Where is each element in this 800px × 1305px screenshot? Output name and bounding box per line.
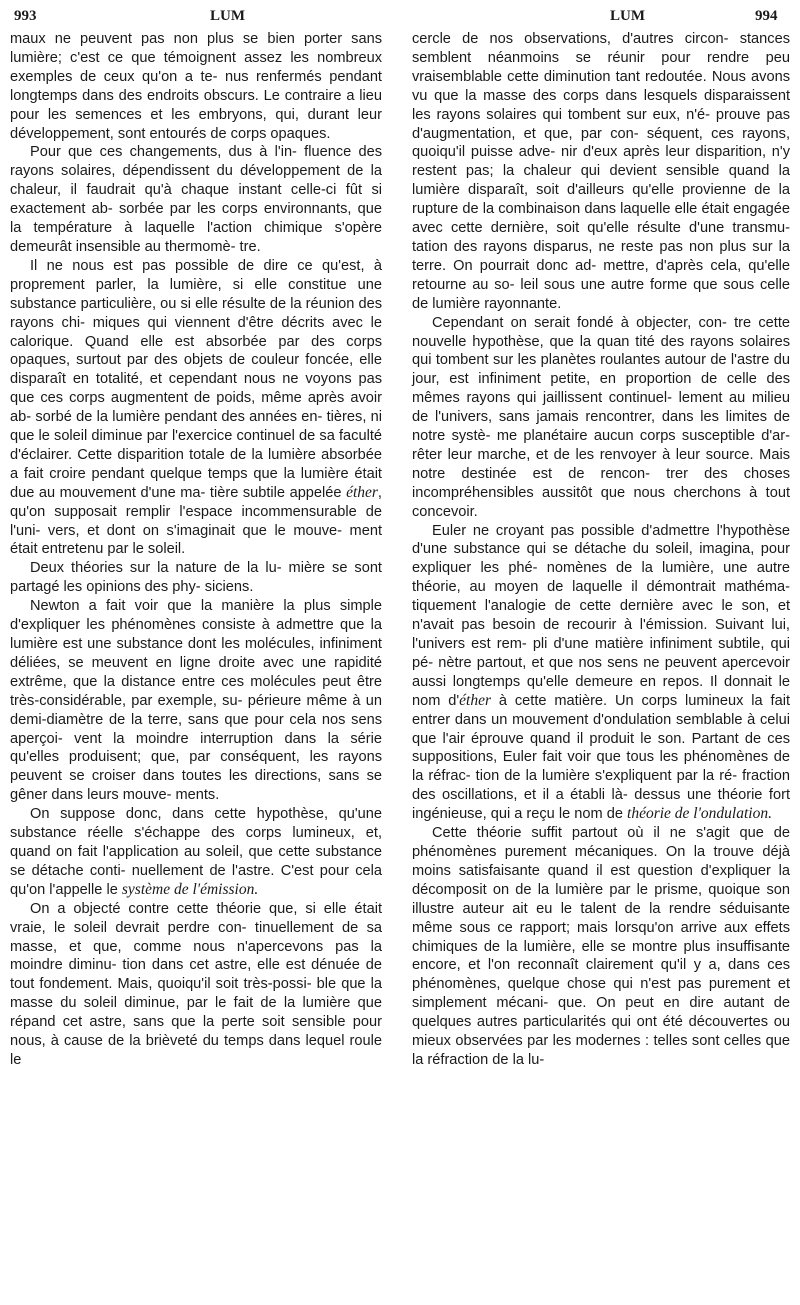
left-column bbox=[10, 30, 382, 1070]
emphasis: système de l'émission. bbox=[121, 880, 259, 898]
paragraph: Deux théories sur la nature de la lu- mière se sont partagé les opinions des phy- siciens. bbox=[10, 560, 382, 596]
page-header bbox=[0, 0, 800, 30]
right-column bbox=[412, 30, 790, 1070]
paragraph: On a objecté contre cette théorie que, si elle était vraie, le soleil devrait perdre con- tinuellement de sa masse, et que, comme nous n'apercevons pas la moindre diminu- tion dans cet astre, elle est dénuée de tout fondement. Mais, quoiqu'il soit très-possi- ble que la masse du soleil diminue, par le fait de la lumière que répand cet astre, sans que la perte soit sensible pour nous, à cause de la brièveté du temps dans lequel roule le bbox=[10, 900, 382, 1068]
emphasis: éther bbox=[346, 483, 378, 501]
paragraph: cercle de nos observations, d'autres circon- stances semblent néanmoins se réunir pour rendre peu vraisemblable cette diminution tant redoutée. Nous avons vu que la masse des corps dans lesquels disparaissent les rayons solaires qui tombent sur eux, n'é- prouve pas d'augmentation, et que, par con- séquent, ces rayons, quoiqu'il puisse adve- nir d'eux après leur disparition, n'y restent pas; la chaleur qui devient sensible quand la lumière disparaît, soit d'ailleurs qu'elle provienne de la rupture de la combinaison dans laquelle elle était engagée avec cette dernière, soit qu'elle résulte d'une transmu- tation des rayons disparus, ne reste pas non plus sur la terre. On pourrait donc ad- mettre, d'après cela, qu'elle retourne au so- leil sous une autre forme que sous celle de lumière rayonnante. bbox=[412, 31, 790, 312]
paragraph: Euler ne croyant pas possible d'admettre l'hypothèse d'une substance qui se détache du soleil, imagina, pour expliquer les phé- nomènes de la lumière, une autre théorie, au moyen de laquelle il démontrait mathéma- tiquement l'analogie de cette dernière avec le son, et n'avait pas besoin de recourir à l'émission. Suivant lui, l'univers est rem- pli d'une matière infiniment subtile, qui pé- nètre partout, et que nos sens ne peuvent apercevoir aussi longtemps qu'elle demeure en repos. Il donnait le nom d'éther à cette matière. Un corps lumineux la fait entrer dans un mouvement d'ondulation semblable à celui que l'air éprouve quand il produit le son. Partant de ces suppositions, Euler fait voir que tous les phénomènes de la réfrac- tion de la lumière s'expliquent par la ré- fraction des oscillations, et il a établi là- dessus une théorie fort ingénieuse, qui a reçu le nom de théorie de l'ondulation. bbox=[412, 522, 790, 823]
paragraph: Cette théorie suffit partout où il ne s'agit que de phénomènes purement mécaniques. On la trouve déjà moins satisfaisante quand il est question d'expliquer la décomposit on de la lumière par le prisme, quoique son illustre auteur ait eu le talent de la rendre séduisante même sous ce rapport; mais lorsqu'on arrive aux effets chimiques de la lumière, elle se montre plus insuffisante encore, et l'on reconnaît clairement qu'il y a, dans ces phénomènes, quelque chose qui n'est pas purement et simplement mécani- que. On peut en dire autant de quelques autres particularités qui ont été découvertes ou mieux observées par les modernes : telles sont celles que la réfraction de la lu- bbox=[412, 825, 790, 1068]
paragraph: Pour que ces changements, dus à l'in- fluence des rayons solaires, dépendissent du développement de la chaleur, il faudrait qu'à chaque instant celle-ci fût si exactement ab- sorbée par les corps environnants, que la température à laquelle l'action chimique s'opère demeurât insensible au thermomè- tre. bbox=[10, 144, 382, 255]
emphasis: théorie de l'ondulation. bbox=[627, 805, 772, 823]
running-title-right: LUM bbox=[610, 8, 645, 24]
paragraph: Newton a fait voir que la manière la plus simple d'expliquer les phénomènes consiste à admettre que la lumière est une substance dont les molécules, infiniment déliées, se meuvent en ligne droite avec une rapidité extrême, que la distance entre ces molécules peut être très-considérable, par exemple, su- périeure même à un demi-diamètre de la terre, sans que pour cela nos sens aperçoi- vent la moindre interruption dans la série qu'elles produisent; que, par conséquent, les rayons peuvent se croiser dans toutes les directions, sans se gêner dans leurs mouve- ments. bbox=[10, 598, 382, 804]
running-title-left: LUM bbox=[210, 8, 245, 24]
paragraph: maux ne peuvent pas non plus se bien porter sans lumière; c'est ce que témoignent assez les nombreux exemples de ceux qu'on a te- nus renfermés pendant longtemps dans des endroits obscurs. Le contraire a lieu pour les semences et les embryons, qui, durant leur développement, sont entourés de corps opaques. bbox=[10, 31, 382, 142]
emphasis: éther bbox=[459, 691, 492, 709]
page-number-left: 993 bbox=[14, 8, 37, 24]
paragraph: Cependant on serait fondé à objecter, con- tre cette nouvelle hypothèse, que la quan tité des rayons solaires qui tombent sur les planètes roulantes autour de l'astre du jour, est infiniment petite, en proportion de celle des mêmes rayons qui jaillissent continuel- lement au milieu de l'univers, sans jamais rencontrer, dans les limites de notre systè- me planétaire aucun corps susceptible d'ar- rêter leur marche, et de les renvoyer à leur source. Mais notre destinée est de rencon- trer des choses incompréhensibles aussitôt que nous cherchons à tout concevoir. bbox=[412, 314, 790, 520]
page-number-right: 994 bbox=[755, 8, 778, 24]
paragraph: Il ne nous est pas possible de dire ce qu'est, à proprement parler, la lumière, si elle constitue une substance particulière, ou si elle résulte de la réunion des rayons chi- miques qui viennent d'être décrits avec le calorique. Quand elle est absorbée par des corps opaques, surtout par des objets de couleur foncée, elle disparaît en totalité, et cependant nous ne voyons pas que ces corps augmentent de poids, même après avoir ab- sorbé de la lumière pendant des années en- tières, ni que le soleil diminue par l'exercice continuel de sa faculté d'éclairer. Cette disparition totale de la lumière absorbée a fait croire pendant quelque temps que la lumière était due au mouvement d'une ma- tière subtile appelée éther, qu'on supposait remplir l'espace incommensurable de l'uni- vers, et dont on s'imaginait que le mouve- ment était entretenu par le soleil. bbox=[10, 257, 382, 558]
paragraph: On suppose donc, dans cette hypothèse, qu'une substance réelle s'échappe des corps lumineux, et, quand on fait l'application au soleil, que cette substance se détache conti- nuellement de l'astre. C'est pour cela qu'on l'appelle le système de l'émission. bbox=[10, 806, 382, 898]
